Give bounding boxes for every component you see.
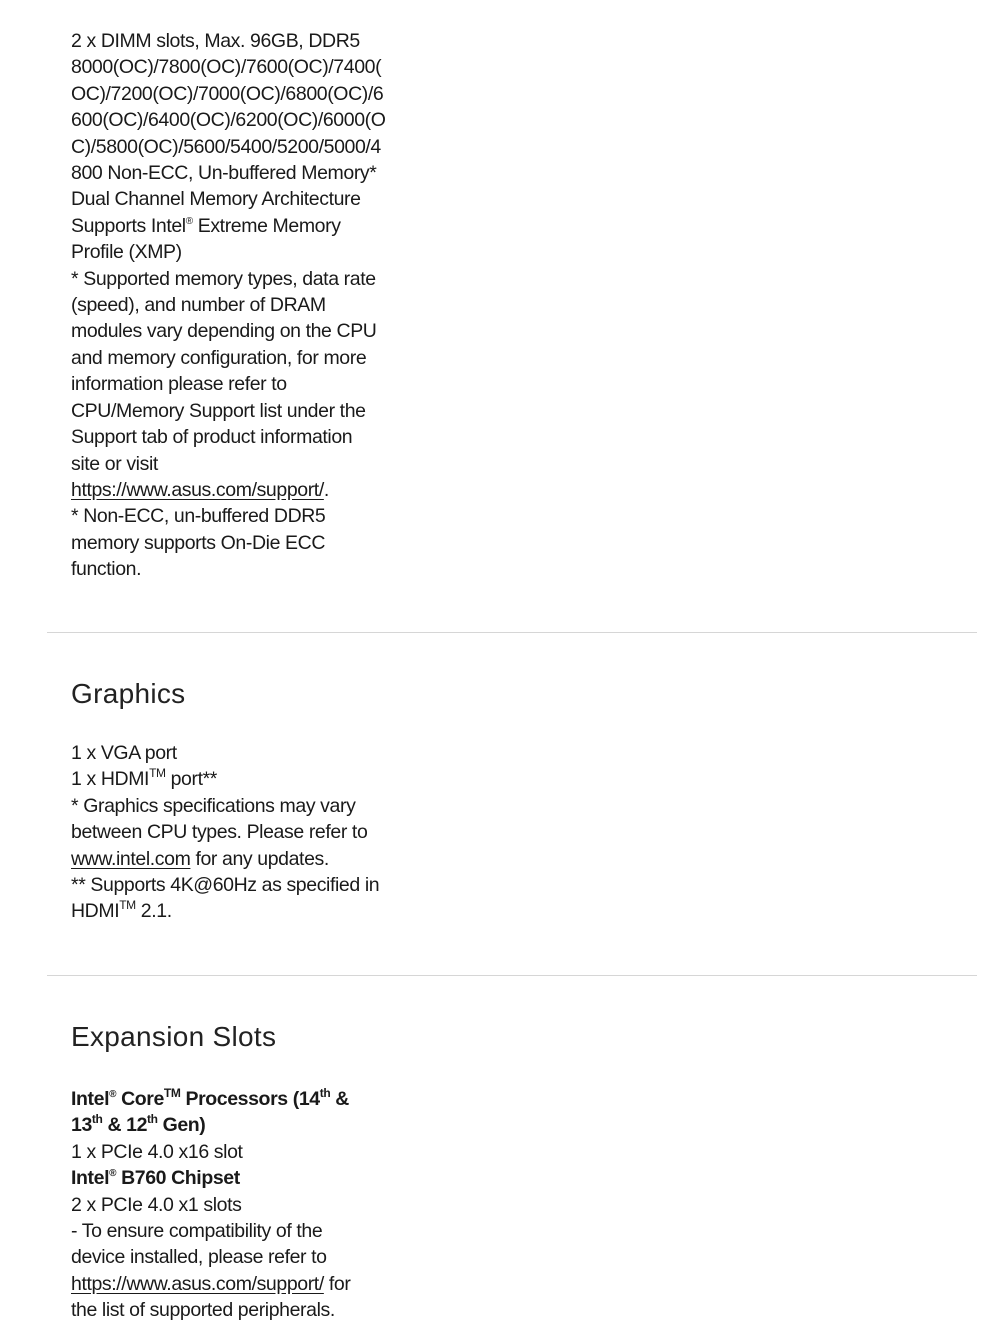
memory-line: 8000(OC)/7800(OC)/7600(OC)/7400(	[71, 56, 382, 79]
hdmi-pre: 1 x HDMI	[71, 768, 150, 791]
graphics-intel-line	[71, 846, 411, 872]
section-divider	[47, 975, 977, 976]
trademark-mark: TM	[163, 1086, 181, 1100]
registered-mark: ®	[185, 215, 193, 227]
graphics-vga: 1 x VGA port	[71, 742, 177, 764]
ordinal-suffix: th	[91, 1112, 103, 1127]
memory-line: OC)/7200(OC)/7000(OC)/6800(OC)/6	[71, 82, 384, 105]
pcie-x1-slots: 2 x PCIe 4.0 x1 slots	[71, 1193, 242, 1216]
memory-note-line: * Supported memory types, data rate	[71, 267, 376, 290]
memory-line: C)/5800(OC)/5600/5400/5200/5000/4	[71, 135, 381, 158]
asus-support-link[interactable]: https://www.asus.com/support/	[71, 1272, 324, 1295]
compat-link-line	[71, 1271, 411, 1297]
chip-name: B760 Chipset	[116, 1167, 240, 1190]
cpu-amp: &	[330, 1088, 349, 1110]
intel-suffix: for any updates.	[190, 847, 329, 870]
graphics-note2-line2	[71, 898, 411, 924]
memory-note-line: CPU/Memory Support list under the	[71, 399, 366, 422]
memory-note-line: Support tab of product information	[71, 426, 353, 449]
pcie-x16-slot: 1 x PCIe 4.0 x16 slot	[71, 1140, 243, 1163]
gen-13: 13	[71, 1114, 92, 1137]
cpu-heading-line2	[71, 1112, 411, 1138]
compat-line: - To ensure compatibility of the	[71, 1220, 323, 1243]
xmp-pre: Supports Intel	[71, 214, 186, 237]
memory-section	[71, 28, 411, 583]
memory-xmp-line2: Profile (XMP)	[71, 241, 182, 264]
memory-note-line: modules vary depending on the CPU	[71, 320, 377, 343]
graphics-note2-line: ** Supports 4K@60Hz as specified in	[71, 874, 380, 897]
gen-label: Gen)	[157, 1114, 206, 1137]
cpu-core: Core	[116, 1088, 164, 1110]
memory-line: 600(OC)/6400(OC)/6200(OC)/6000(O	[71, 109, 386, 132]
link-suffix: .	[323, 478, 329, 501]
hdmi-version: 2.1.	[135, 900, 172, 923]
memory-line: 2 x DIMM slots, Max. 96GB, DDR5	[71, 30, 360, 52]
memory-ecc-line: memory supports On-Die ECC	[71, 531, 326, 554]
graphics-title: Graphics	[71, 678, 186, 709]
xmp-post: Extreme Memory	[192, 214, 341, 237]
link-suffix: for	[323, 1272, 351, 1295]
asus-support-link[interactable]: https://www.asus.com/support/	[71, 478, 324, 501]
trademark-mark: TM	[149, 766, 166, 781]
memory-xmp-line	[71, 213, 411, 239]
compat-line: the list of supported peripherals.	[71, 1299, 335, 1322]
ordinal-suffix: th	[319, 1086, 331, 1100]
section-divider	[47, 632, 977, 633]
cpu-heading-line1	[71, 1086, 411, 1112]
expansion-title: Expansion Slots	[71, 1021, 277, 1052]
registered-mark: ®	[109, 1089, 117, 1100]
cpu-proc: Processors (14	[180, 1088, 320, 1110]
registered-mark: ®	[109, 1168, 117, 1180]
gen-12: & 12	[102, 1114, 148, 1137]
graphics-note-line: * Graphics specifications may vary	[71, 794, 356, 817]
memory-note-line: and memory configuration, for more	[71, 346, 367, 369]
chip-intel: Intel	[71, 1167, 110, 1190]
memory-ecc-line: function.	[71, 558, 142, 581]
ordinal-suffix: th	[147, 1112, 158, 1127]
chipset-heading	[71, 1165, 411, 1191]
graphics-note-line: between CPU types. Please refer to	[71, 821, 368, 844]
memory-note-line: information please refer to	[71, 373, 287, 396]
hdmi-label: HDMI	[71, 900, 120, 923]
memory-note-line: site or visit	[71, 452, 158, 475]
expansion-section	[71, 1086, 411, 1324]
memory-ecc-line: * Non-ECC, un-buffered DDR5	[71, 505, 326, 528]
graphics-hdmi	[71, 766, 411, 792]
trademark-mark: TM	[119, 898, 136, 913]
compat-line: device installed, please refer to	[71, 1246, 327, 1269]
memory-note-line: (speed), and number of DRAM	[71, 294, 326, 317]
memory-line: Dual Channel Memory Architecture	[71, 188, 361, 211]
memory-line: 800 Non-ECC, Un-buffered Memory*	[71, 162, 377, 185]
memory-support-link-line	[71, 477, 411, 503]
hdmi-post: port**	[165, 768, 217, 791]
graphics-section	[71, 740, 411, 925]
intel-link[interactable]: www.intel.com	[71, 847, 191, 870]
cpu-intel: Intel	[71, 1088, 110, 1110]
